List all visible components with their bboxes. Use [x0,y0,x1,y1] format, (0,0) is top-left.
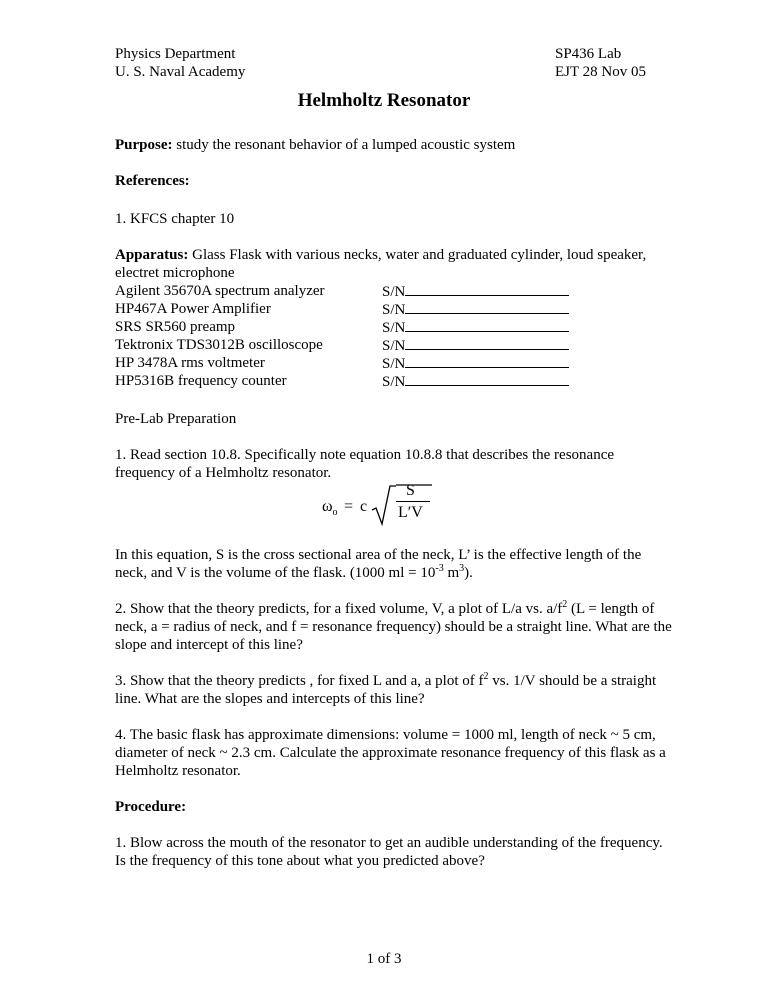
apparatus-item [115,282,675,300]
apparatus-line2: electret microphone [115,265,235,281]
prelab-item3-line1: 3. Show that the theory predicts , for fixed L and a, a plot of $f^2$ vs. 1/V should be a straight [115,671,657,689]
prelab-item2-line2: neck, a = radius of neck, and f = resonance frequency) should be a straight line. What are the [115,619,672,635]
fraction-bar [396,501,430,502]
apparatus-item-name: Tektronix TDS3012B oscilloscope [115,337,323,353]
references-label: References: [115,173,190,189]
formula-equals: = [344,498,354,515]
header-right [555,45,646,81]
prelab-item4-line1: 4. The basic flask has approximate dimensions: volume = 1000 ml, length of neck ~ 5 cm, [115,727,656,743]
procedure-item1-line2: Is the frequency of this tone about what you predicted above? [115,853,485,869]
prelab-item2-line1: 2. Show that the theory predicts, for a fixed volume, V, a plot of L/a vs. $a/f^2$ (L = length of [115,599,655,617]
apparatus-line1 [115,246,715,264]
formula-c: c [360,498,368,515]
apparatus-item-name: SRS SR560 preamp [115,319,236,335]
sn-blank-line [405,372,569,386]
formula-denominator: L′V [398,504,423,521]
sn-blank-line [405,300,569,314]
apparatus-label: Apparatus: [115,247,189,263]
procedure-item1-line1: 1. Blow across the mouth of the resonator to get an audible understanding of the frequency. [115,835,663,851]
sn-label: S/N [382,338,406,354]
apparatus-item [115,372,675,390]
prelab-item3-line2: line. What are the slopes and intercepts of this line? [115,691,425,707]
sn-label: S/N [382,302,406,318]
prelab-explain-line1: In this equation, S is the cross sectional area of the neck, L’ is the effective length of the [115,547,642,563]
sn-label: S/N [382,356,406,372]
apparatus-item-name: HP 3478A rms voltmeter [115,355,265,371]
prelab-explain-line2: neck, and V is the volume of the flask. (1000 ml = $10^{-3}$ $m^3$). [115,563,473,581]
header-course: SP436 Lab [555,46,622,62]
apparatus-item [115,354,675,372]
sn-blank-line [405,336,569,350]
serial-number-field [382,354,569,373]
header-left [115,45,245,81]
apparatus-item-name: HP467A Power Amplifier [115,301,271,317]
apparatus-item [115,318,675,336]
page-title: Helmholtz Resonator [297,90,471,111]
prelab-item1-line1: 1. Read section 10.8. Specifically note equation 10.8.8 that describes the resonance [115,447,615,463]
apparatus-item [115,336,675,354]
apparatus-item-name: Agilent 35670A spectrum analyzer [115,283,325,299]
purpose-line [115,136,715,154]
header-institution: U. S. Naval Academy [115,64,246,80]
resonance-formula [322,482,462,530]
square-root-icon [370,484,396,528]
sn-label: S/N [382,320,406,336]
prelab-item4-line2: diameter of neck ~ 2.3 cm. Calculate the approximate resonance frequency of this flask as a [115,745,666,761]
serial-number-field [382,300,569,319]
formula-numerator: S [406,482,415,499]
prelab-item2-line3: slope and intercept of this line? [115,637,303,653]
purpose-label: Purpose: [115,137,173,153]
serial-number-field [382,372,569,391]
prelab-heading: Pre-Lab Preparation [115,411,237,427]
apparatus-text: Glass Flask with various necks, water and graduated cylinder, loud speaker, [192,247,647,263]
sn-blank-line [405,282,569,296]
page-number: 1 of 3 [366,951,402,967]
sn-blank-line [405,318,569,332]
sn-label: S/N [382,374,406,390]
prelab-item1-line2: frequency of a Helmholtz resonator. [115,465,332,481]
serial-number-field [382,336,569,355]
header-author-date: EJT 28 Nov 05 [555,64,646,80]
serial-number-field [382,282,569,301]
sn-label: S/N [382,284,406,300]
apparatus-item [115,300,675,318]
header-department: Physics Department [115,46,236,62]
radical-overbar [396,484,432,486]
purpose-text: study the resonant behavior of a lumped acoustic system [176,137,516,153]
sn-blank-line [405,354,569,368]
prelab-item4-line3: Helmholtz resonator. [115,763,241,779]
procedure-label: Procedure: [115,799,187,815]
serial-number-field [382,318,569,337]
apparatus-item-name: HP5316B frequency counter [115,373,287,389]
formula-omega: $\omega_o$ [322,498,338,518]
reference-item: 1. KFCS chapter 10 [115,211,235,227]
